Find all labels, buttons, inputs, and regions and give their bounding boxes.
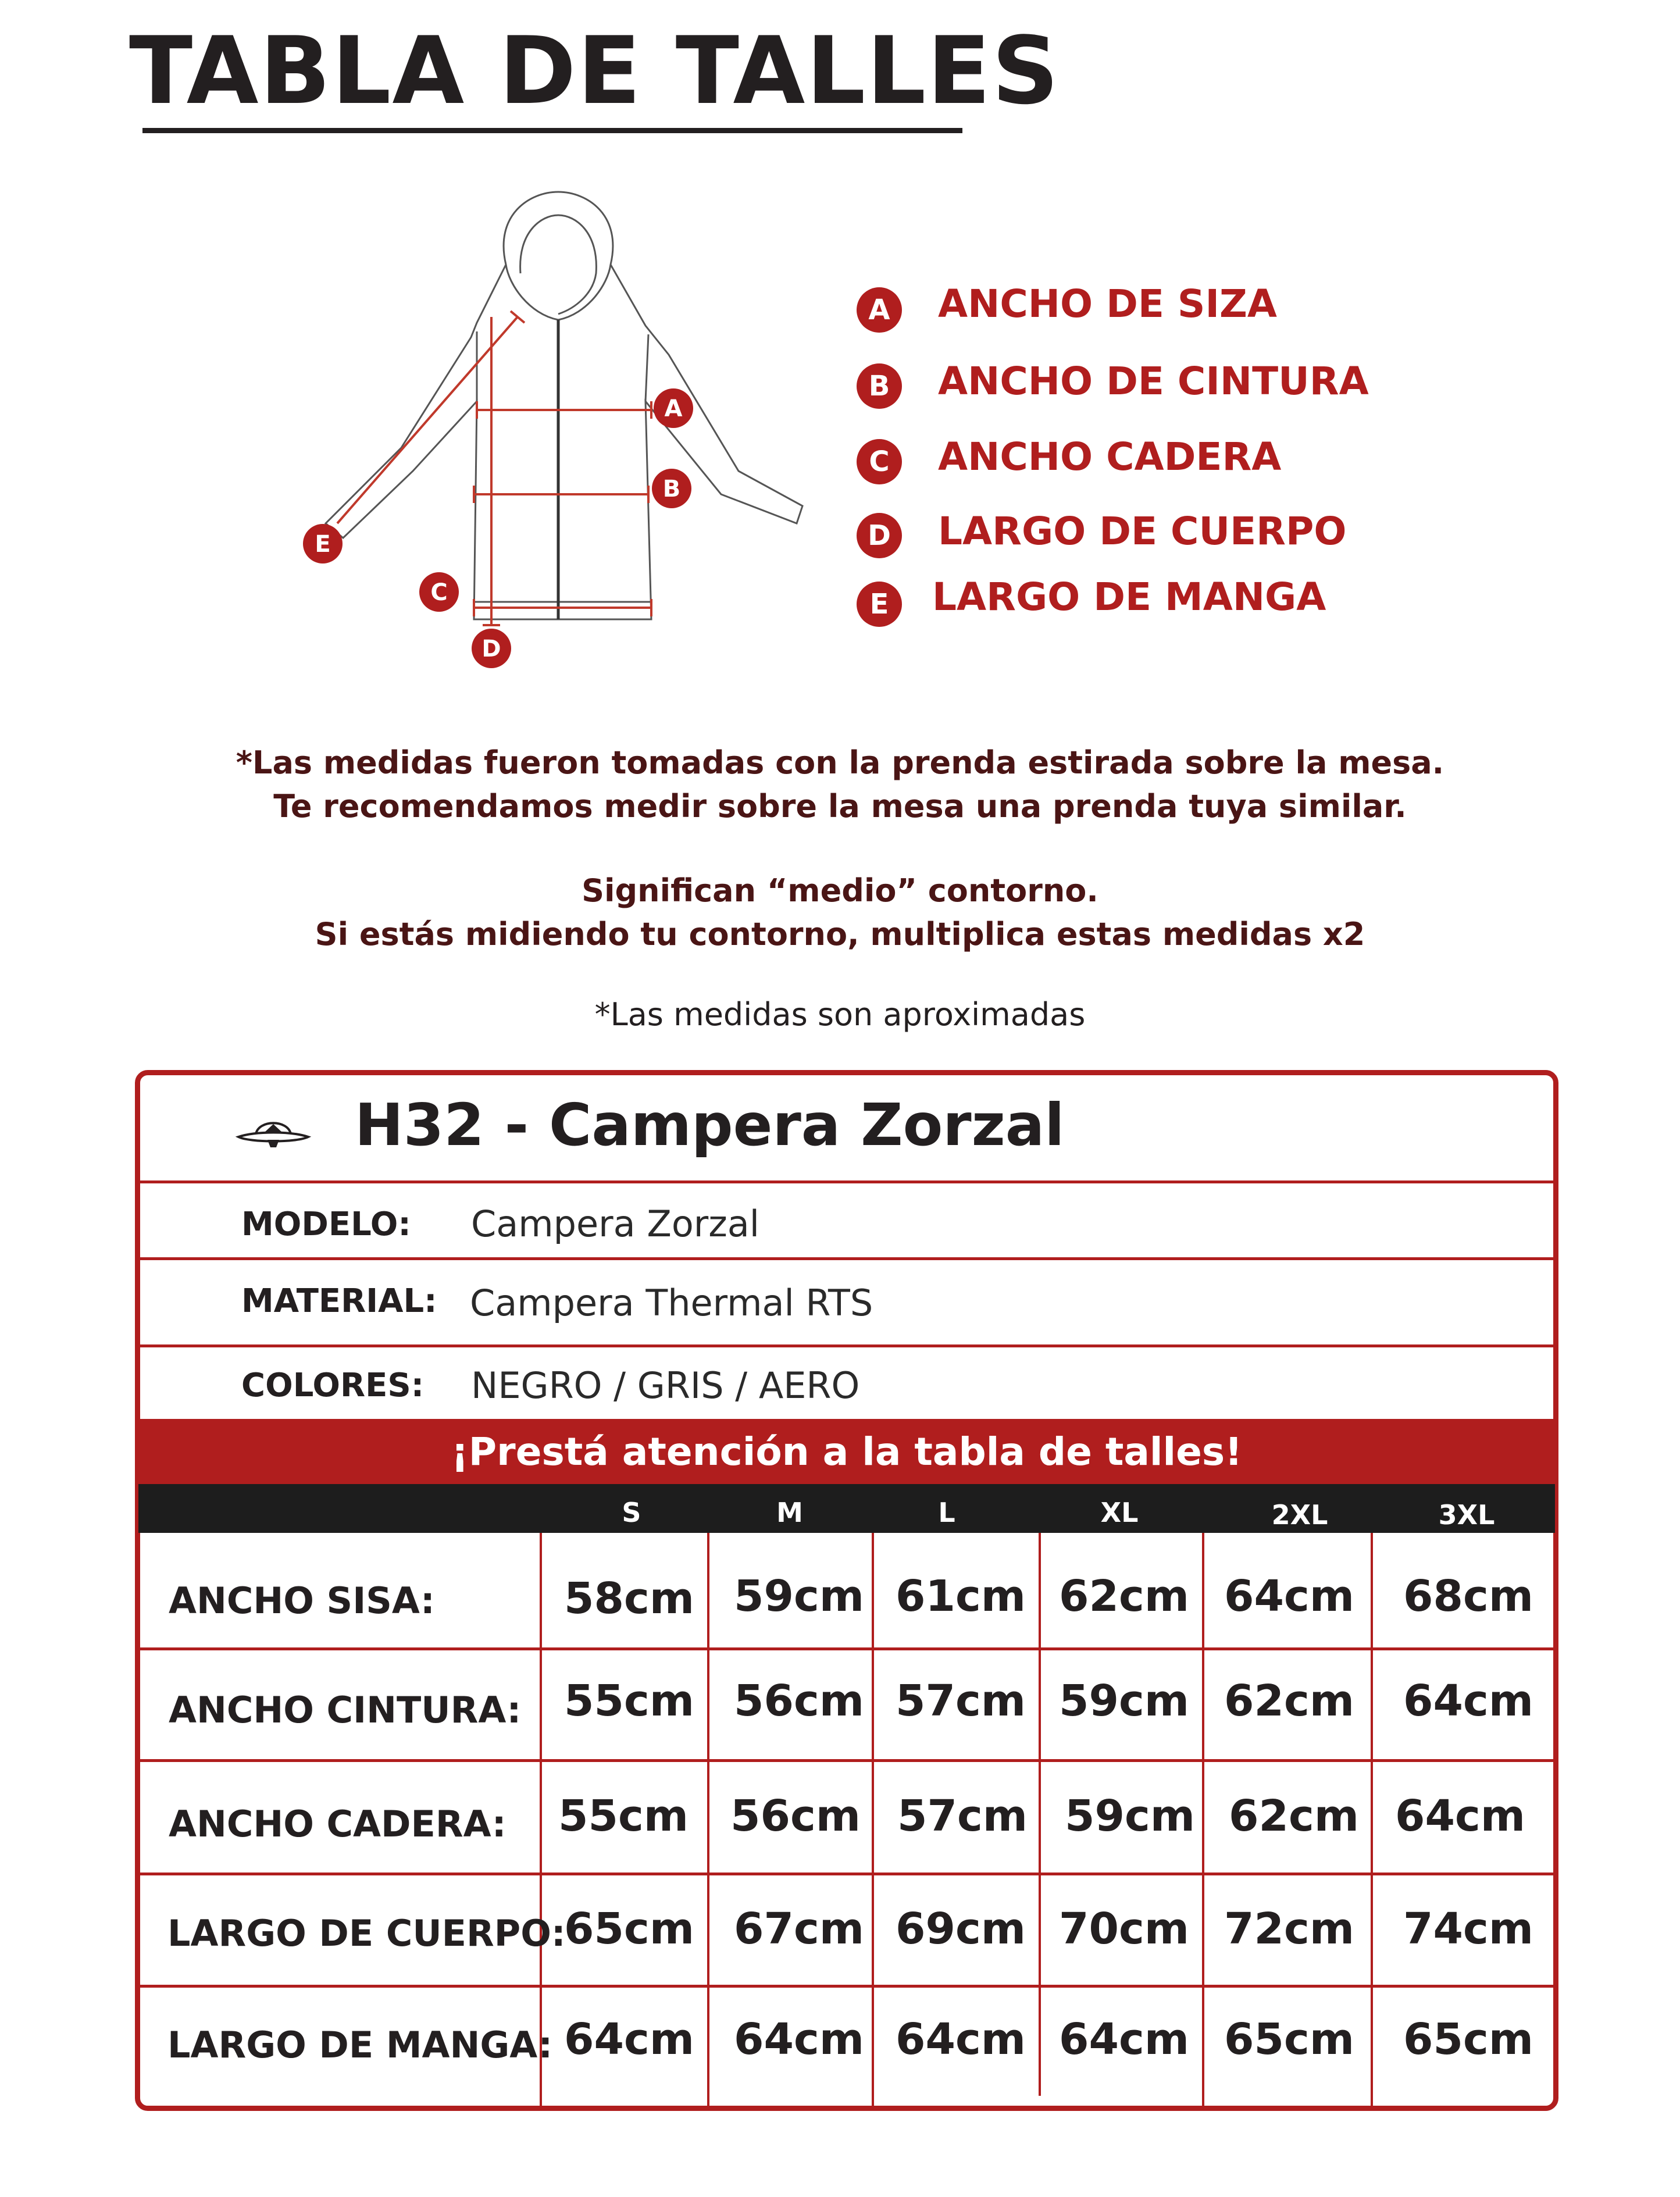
cell-value: 59cm (1065, 1791, 1195, 1841)
cell-value: 64cm (896, 2014, 1026, 2064)
note-line-2: Te recomendamos medir sobre la mesa una prenda tuya similar. (273, 788, 1407, 825)
cell-value: 55cm (558, 1791, 689, 1841)
svg-text:E: E (315, 531, 331, 558)
cell-value: 64cm (1395, 1791, 1525, 1841)
colores-value: NEGRO / GRIS / AERO (471, 1364, 860, 1407)
row-divider (138, 1985, 1555, 1988)
row-label-largo-manga: LARGO DE MANGA: (167, 2024, 553, 2066)
material-value: Campera Thermal RTS (470, 1282, 873, 1324)
size-header-3xl: 3XL (1438, 1499, 1495, 1531)
size-header-l: L (938, 1497, 955, 1528)
cell-value: 64cm (1059, 2014, 1189, 2064)
cell-value: 62cm (1224, 1676, 1354, 1726)
legend-badge-e: E (857, 582, 902, 627)
cell-value: 59cm (734, 1571, 864, 1621)
row-label-ancho-sisa: ANCHO SISA: (169, 1579, 435, 1622)
legend-label-e: LARGO DE MANGA (932, 575, 1326, 619)
svg-text:B: B (662, 476, 681, 502)
cell-value: 69cm (896, 1904, 1026, 1954)
note-line-1: *Las medidas fueron tomadas con la prenda estirada sobre la mesa. (236, 744, 1444, 781)
cell-value: 59cm (1059, 1676, 1189, 1726)
cell-value: 64cm (1224, 1571, 1354, 1621)
product-title: H32 - Campera Zorzal (355, 1091, 1065, 1159)
page-title: TABLA DE TALLES (129, 16, 1060, 125)
row-label-ancho-cadera: ANCHO CADERA: (169, 1803, 507, 1845)
modelo-value: Campera Zorzal (471, 1203, 760, 1245)
cell-value: 67cm (734, 1904, 864, 1954)
note-line-5: *Las medidas son aproximadas (594, 996, 1086, 1033)
brand-logo-icon (233, 1108, 314, 1154)
svg-text:C: C (430, 579, 448, 606)
cell-value: 62cm (1229, 1791, 1359, 1841)
divider (138, 1180, 1555, 1183)
cell-value: 64cm (734, 2014, 864, 2064)
jacket-diagram (285, 169, 826, 709)
size-header-2xl: 2XL (1271, 1499, 1328, 1531)
note-line-3: Significan “medio” contorno. (582, 872, 1098, 909)
cell-value: 58cm (564, 1574, 694, 1624)
legend-label-c: ANCHO CADERA (938, 434, 1282, 479)
cell-value: 56cm (734, 1676, 864, 1726)
svg-text:D: D (481, 636, 501, 662)
legend-badge-a: A (857, 287, 902, 333)
cell-value: 56cm (730, 1791, 861, 1841)
legend-badge-d: D (857, 513, 902, 558)
cell-value: 55cm (564, 1676, 694, 1726)
legend-label-a: ANCHO DE SIZA (938, 281, 1277, 326)
cell-value: 64cm (564, 2014, 694, 2064)
svg-text:A: A (664, 395, 683, 422)
cell-value: 61cm (896, 1571, 1026, 1621)
cell-value: 65cm (1224, 2014, 1354, 2064)
divider (138, 1344, 1555, 1347)
cell-value: 64cm (1403, 1676, 1533, 1726)
colores-label: COLORES: (241, 1367, 425, 1404)
attention-banner-text: ¡Prestá atención a la tabla de talles! (451, 1429, 1243, 1474)
size-header-m: M (776, 1497, 803, 1528)
cell-value: 70cm (1059, 1904, 1189, 1954)
divider (138, 1257, 1555, 1260)
cell-value: 57cm (897, 1791, 1028, 1841)
cell-value: 68cm (1403, 1571, 1533, 1621)
note-line-4: Si estás midiendo tu contorno, multiplica estas medidas x2 (315, 916, 1365, 953)
cell-value: 74cm (1403, 1904, 1533, 1954)
row-label-largo-cuerpo: LARGO DE CUERPO: (167, 1912, 566, 1955)
cell-value: 72cm (1224, 1904, 1354, 1954)
modelo-label: MODELO: (241, 1206, 411, 1243)
row-label-ancho-cintura: ANCHO CINTURA: (169, 1689, 522, 1731)
cell-value: 62cm (1059, 1571, 1189, 1621)
cell-value: 57cm (896, 1676, 1026, 1726)
legend-badge-c: C (857, 439, 902, 484)
legend-label-b: ANCHO DE CINTURA (938, 359, 1369, 404)
legend-label-d: LARGO DE CUERPO (938, 509, 1347, 554)
cell-value: 65cm (1403, 2014, 1533, 2064)
material-label: MATERIAL: (241, 1282, 437, 1320)
size-header-s: S (622, 1497, 641, 1528)
size-header-xl: XL (1100, 1497, 1139, 1528)
row-divider (138, 1759, 1555, 1762)
cell-value: 65cm (564, 1904, 694, 1954)
row-divider (138, 1873, 1555, 1875)
row-divider (138, 1647, 1555, 1650)
legend-badge-b: B (857, 363, 902, 409)
title-underline (142, 128, 962, 133)
